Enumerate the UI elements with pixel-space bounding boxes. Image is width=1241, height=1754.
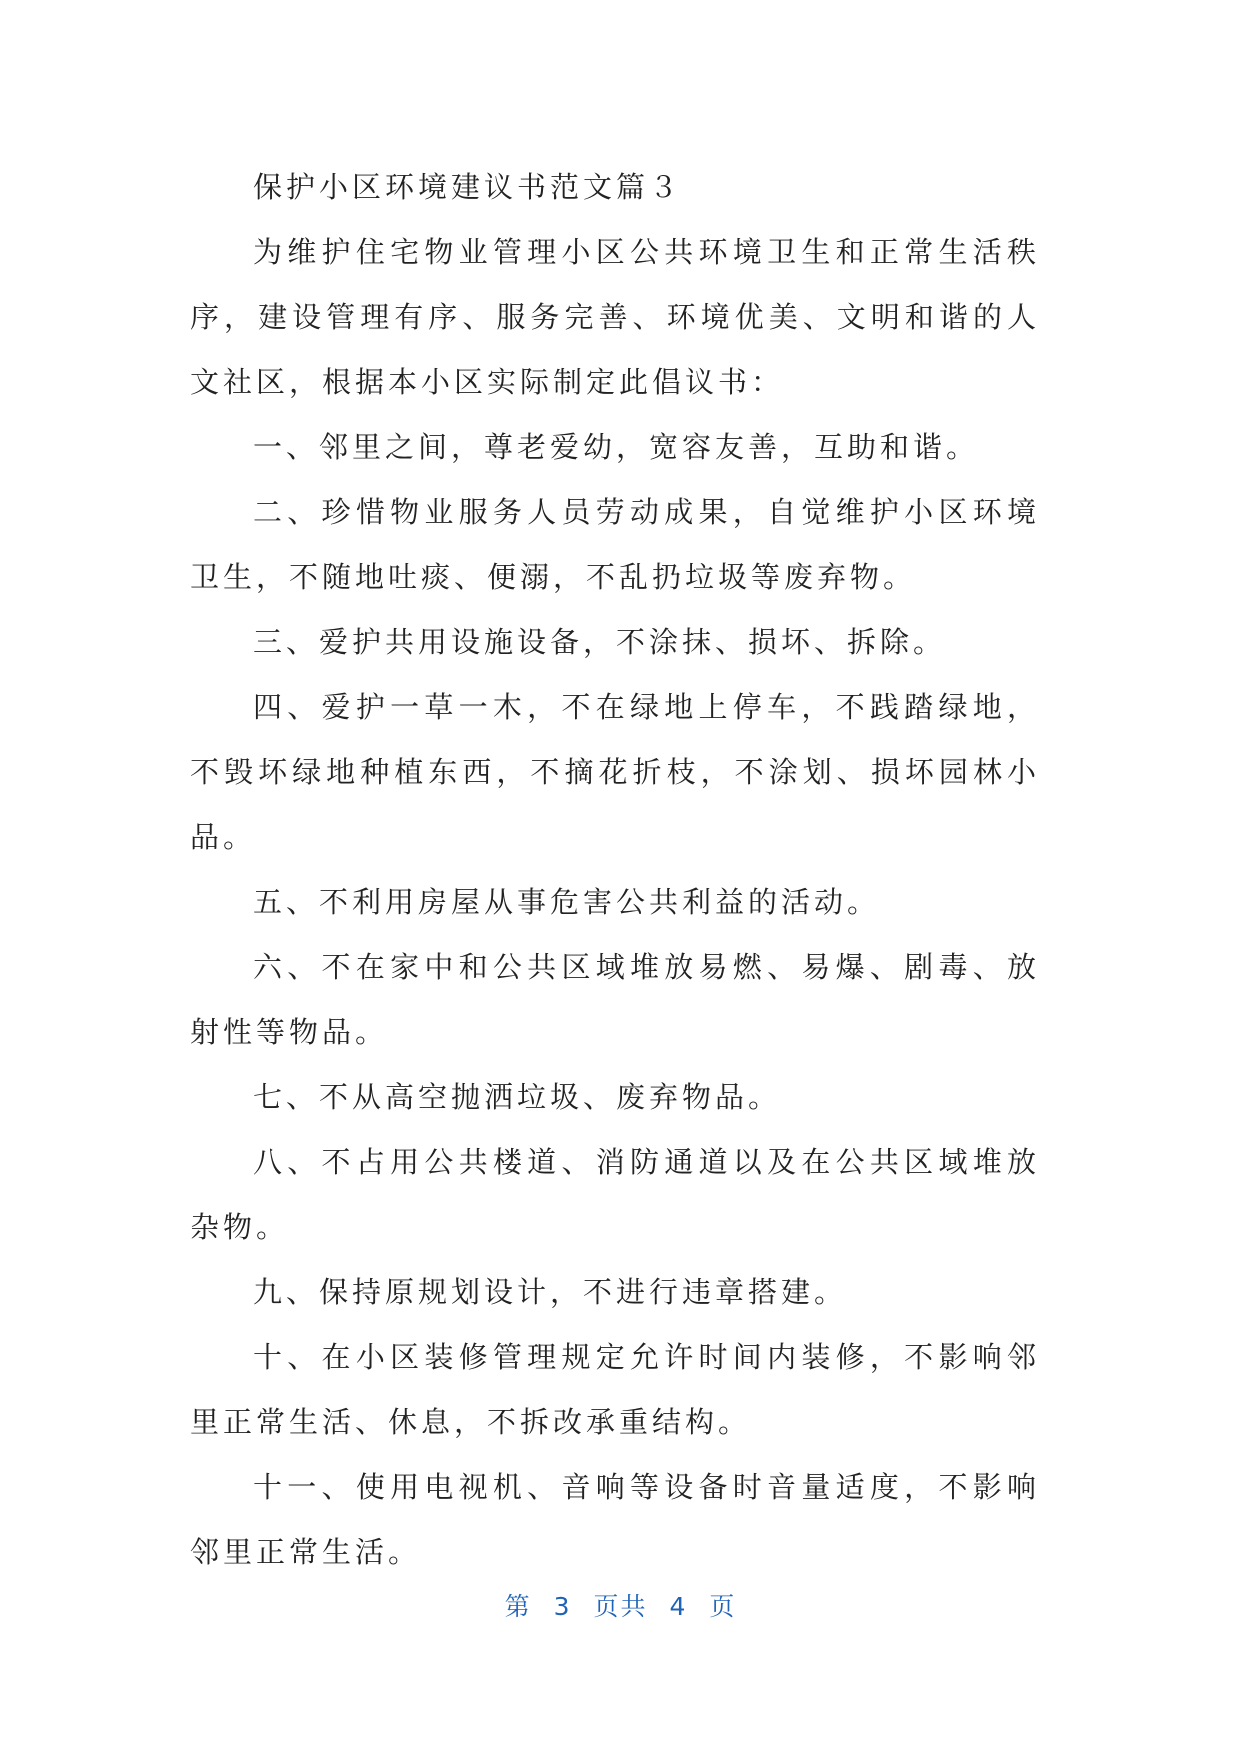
paragraph-item-2: 二、珍惜物业服务人员劳动成果，自觉维护小区环境卫生，不随地吐痰、便溺，不乱扔垃圾等废弃物。 (190, 495, 1040, 594)
footer-suffix: 页 (709, 1592, 737, 1621)
paragraph-item-7: 七、不从高空抛洒垃圾、废弃物品。 (253, 1080, 782, 1114)
footer-prefix: 第 (504, 1592, 532, 1621)
paragraph-item-6: 六、不在家中和公共区域堆放易燃、易爆、剧毒、放射性等物品。 (190, 950, 1040, 1049)
document-body (190, 155, 1040, 1585)
footer-total-pages: 4 (669, 1592, 688, 1621)
paragraph-item-5: 五、不利用房屋从事危害公共利益的活动。 (253, 885, 881, 919)
footer-middle: 页共 (593, 1592, 648, 1621)
paragraph-item-1: 一、邻里之间，尊老爱幼，宽容友善，互助和谐。 (253, 430, 980, 464)
paragraph-item-9: 九、保持原规划设计，不进行违章搭建。 (253, 1275, 848, 1309)
document-title: 保护小区环境建议书范文篇３ (253, 170, 683, 204)
footer-current-page: 3 (553, 1592, 572, 1621)
paragraph-intro: 为维护住宅物业管理小区公共环境卫生和正常生活秩序，建设管理有序、服务完善、环境优美、文明和谐的人文社区，根据本小区实际制定此倡议书： (190, 235, 1040, 399)
paragraph-item-10: 十、在小区装修管理规定允许时间内装修，不影响邻里正常生活、休息，不拆改承重结构。 (190, 1340, 1040, 1439)
paragraph-item-11: 十一、使用电视机、音响等设备时音量适度，不影响邻里正常生活。 (190, 1470, 1040, 1569)
page-footer (0, 1587, 1241, 1627)
paragraph-item-8: 八、不占用公共楼道、消防通道以及在公共区域堆放杂物。 (190, 1145, 1040, 1244)
paragraph-item-3: 三、爱护共用设施设备，不涂抹、损坏、拆除。 (253, 625, 947, 659)
paragraph-item-4: 四、爱护一草一木，不在绿地上停车，不践踏绿地，不毁坏绿地种植东西，不摘花折枝，不涂划、损坏园林小品。 (190, 690, 1040, 854)
